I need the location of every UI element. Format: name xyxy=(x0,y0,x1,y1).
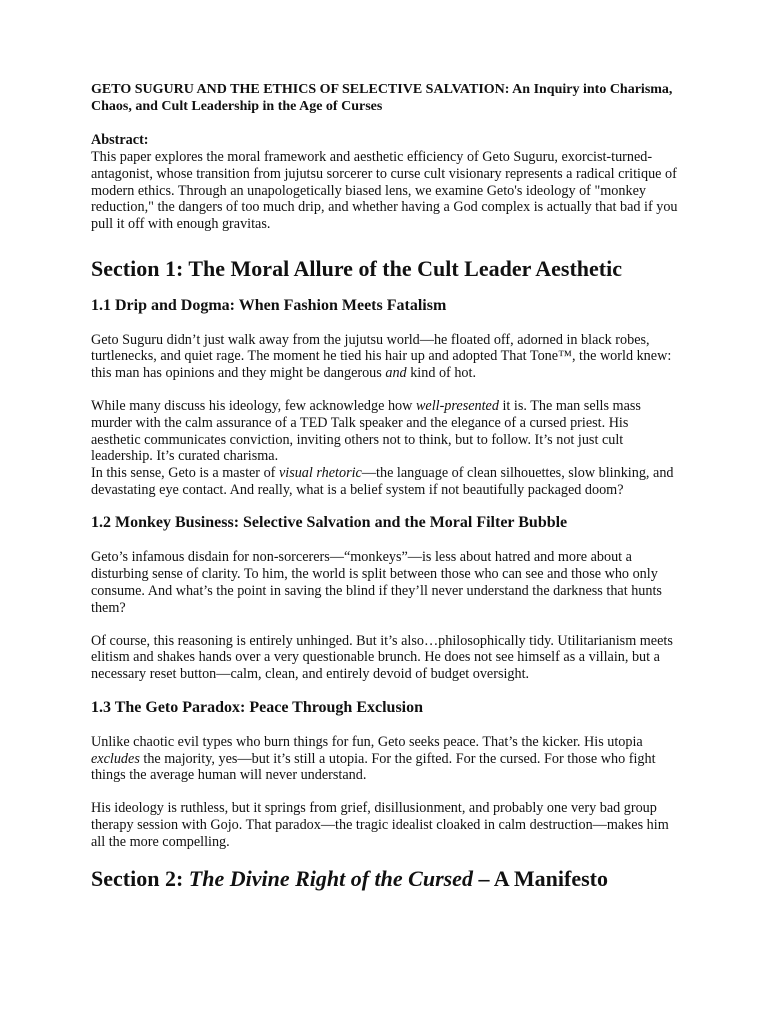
text-run: —the language of clean silhouettes, slow blinking, and devastating eye contact. And really, what is a belief system if not beautifully packaged doom? xyxy=(91,465,674,498)
text-run: While many discuss his ideology, few acknowledge how xyxy=(91,398,416,415)
paper-title: GETO SUGURU AND THE ETHICS OF SELECTIVE SALVATION: An Inquiry into Charisma, Chaos, and Cult Leadership in the Age of Curses xyxy=(91,82,673,114)
document-body xyxy=(91,82,681,892)
text-run: it is. The man sells mass murder with the calm assurance of a TED Talk speaker and the elegance of a cursed priest. His aesthetic communicates conviction, inviting others not to think, but to follow. It’s not just cult leadership. It’s curated charisma. xyxy=(91,398,641,465)
text-run: Geto Suguru didn’t just walk away from the jujutsu world—he floated off, adorned in black robes, turtlenecks, and quiet rage. The moment he tied his hair up and adopted That Tone™, the world knew: this man has opinions and they might be dangerous xyxy=(91,331,672,382)
subsection-1-3-heading: 1.3 The Geto Paradox: Peace Through Exclusion xyxy=(91,698,424,716)
subsection-1-3-paragraph-2: His ideology is ruthless, but it springs from grief, disillusionment, and probably one very bad group therapy session with Gojo. That paradox—the tragic idealist cloaked in calm destruction—makes him all the more compelling. xyxy=(91,800,669,850)
subsection-1-2-heading: 1.2 Monkey Business: Selective Salvation and the Moral Filter Bubble xyxy=(91,514,568,532)
subsection-1-1-paragraph-1 xyxy=(91,332,681,382)
emphasis-text: and xyxy=(385,365,407,382)
abstract-text: This paper explores the moral framework and aesthetic efficiency of Geto Suguru, exorcist-turned-antagonist, whose transition from jujutsu sorcerer to curse cult visionary represents a radical critique of modern ethics. Through an unapologetically biased lens, we examine Geto's ideology of "monkey reduction," the dangers of too much drip, and whether having a God complex is actually that bad if you pull it off with enough gravitas. xyxy=(91,149,678,232)
emphasis-text: excludes xyxy=(91,750,140,767)
text-run: Section 2: xyxy=(91,865,189,891)
subsection-1-2-paragraph-2: Of course, this reasoning is entirely unhinged. But it’s also…philosophically tidy. Utilitarianism meets elitism and shakes hands over a very questionable brunch. He does not see himself as a villain, but a necessary reset button—calm, clean, and entirely devoid of budget oversight. xyxy=(91,632,673,683)
subsection-1-1-paragraph-2 xyxy=(91,398,681,465)
subsection-1-3-paragraph-1 xyxy=(91,734,681,784)
subsection-1-2-paragraph-1: Geto’s infamous disdain for non-sorcerers—“monkeys”—is less about hatred and more about a disturbing sense of clarity. To him, the world is split between those who can see and those who only consume. And what’s the point in saving the blind if they’ll never understand the darkness that hunts them? xyxy=(91,549,662,616)
section-2-heading xyxy=(91,865,681,892)
emphasis-text: well-presented xyxy=(415,398,499,415)
emphasis-text: visual rhetoric xyxy=(278,465,362,482)
subsection-1-1-paragraph-3 xyxy=(91,465,681,498)
text-run: – A Manifesto xyxy=(472,865,609,891)
section-1-heading: Section 1: The Moral Allure of the Cult Leader Aesthetic xyxy=(91,255,622,281)
abstract-heading: Abstract: xyxy=(91,132,149,149)
text-run: In this sense, Geto is a master of xyxy=(91,465,279,482)
emphasis-text: The Divine Right of the Cursed xyxy=(188,865,473,891)
text-run: kind of hot. xyxy=(406,365,476,382)
subsection-1-1-heading: 1.1 Drip and Dogma: When Fashion Meets Fatalism xyxy=(91,296,447,314)
text-run: the majority, yes—but it’s still a utopia. For the gifted. For the cursed. For those who fight things the average human will never understand. xyxy=(91,750,656,784)
text-run: Unlike chaotic evil types who burn things for fun, Geto seeks peace. That’s the kicker. His utopia xyxy=(91,733,643,750)
